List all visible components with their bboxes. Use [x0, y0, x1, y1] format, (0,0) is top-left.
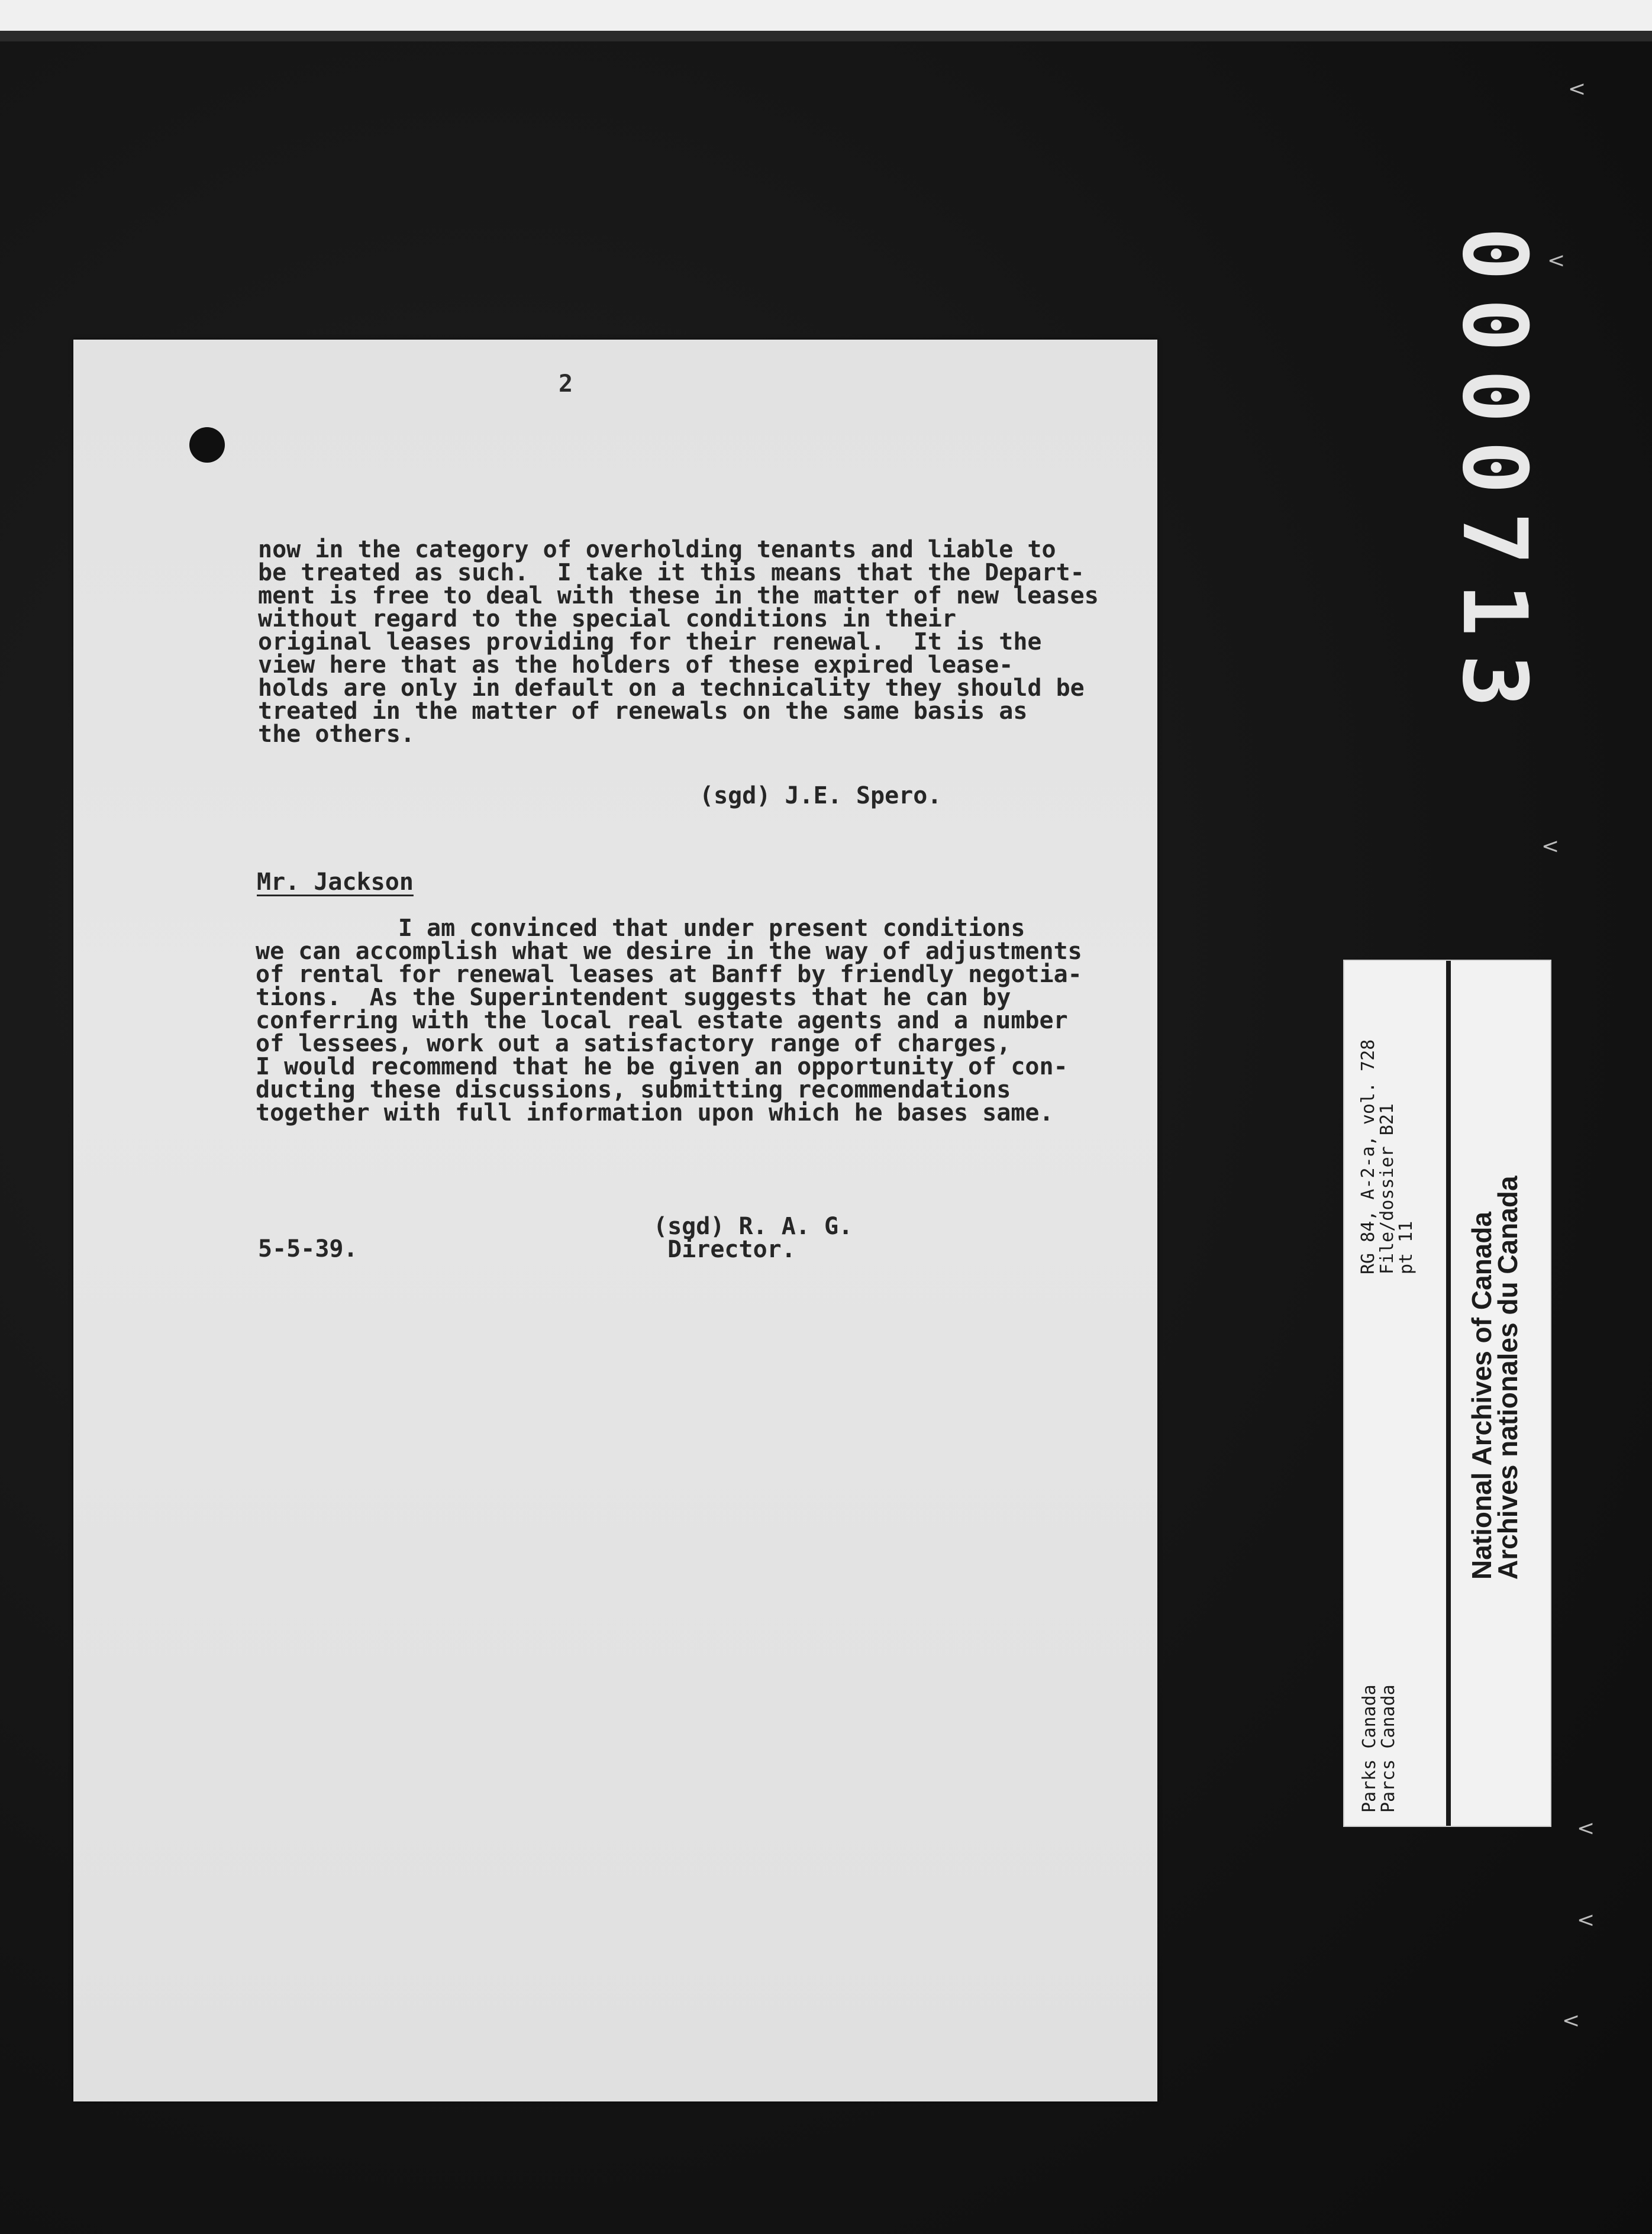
film-mark: <	[1577, 1816, 1595, 1841]
addressee: Mr. Jackson	[257, 869, 414, 896]
owner-french: Parcs Canada	[1378, 1684, 1399, 1813]
paragraph-2: I am convinced that under present conditions we can accomplish what we desire in the way of adjustments of rental for renewal leases at Banff by friendly negotia- tions. As the Superintendent suggests that he can by conferring with the local real estate agents and a number of lessees, work out a satisfactory range of charges, I would recommend that he be given an opportunity of con- ducting these discussions, submitting recommendations together with full information upon which he bases same.	[256, 915, 1082, 1126]
frame-number	[1444, 195, 1544, 757]
reference-line: pt 11	[1396, 1221, 1417, 1274]
archive-label	[1343, 960, 1551, 1827]
reference-line: RG 84, A-2-a, vol. 728	[1358, 1039, 1379, 1274]
reference-line: File/dossier B21	[1377, 1103, 1398, 1274]
frame-number-text: 0000713	[1443, 227, 1545, 726]
owner-english: Parks Canada	[1359, 1684, 1380, 1813]
institution-french: Archives nationales du Canada	[1492, 1176, 1523, 1580]
label-divider	[1446, 961, 1451, 1826]
punch-hole	[189, 427, 225, 463]
film-mark: <	[1541, 834, 1560, 858]
film-mark: <	[1577, 1908, 1595, 1932]
document-date: 5-5-39.	[258, 1235, 358, 1263]
page-number: 2	[559, 370, 573, 398]
scanner-top-strip	[0, 0, 1652, 41]
document-page	[73, 340, 1157, 2101]
paragraph-1: now in the category of overholding tenants and liable to be treated as such. I take it this means that the Depart- ment is free to deal with these in the matter of new leases without regard to the special conditions in their original leases providing for their renewal. It is the view here that as the holders of these expired lease- holds are only in default on a technicality they should be treated in the matter of renewals on the same basis as the others.	[258, 536, 1099, 748]
signature-director: (sgd) R. A. G. Director.	[653, 1213, 853, 1263]
institution-english: National Archives of Canada	[1466, 1211, 1497, 1580]
signature-spero: (sgd) J.E. Spero.	[699, 782, 942, 809]
film-mark: <	[1568, 77, 1586, 101]
film-mark: <	[1562, 2009, 1580, 2033]
film-mark: <	[1547, 248, 1566, 273]
